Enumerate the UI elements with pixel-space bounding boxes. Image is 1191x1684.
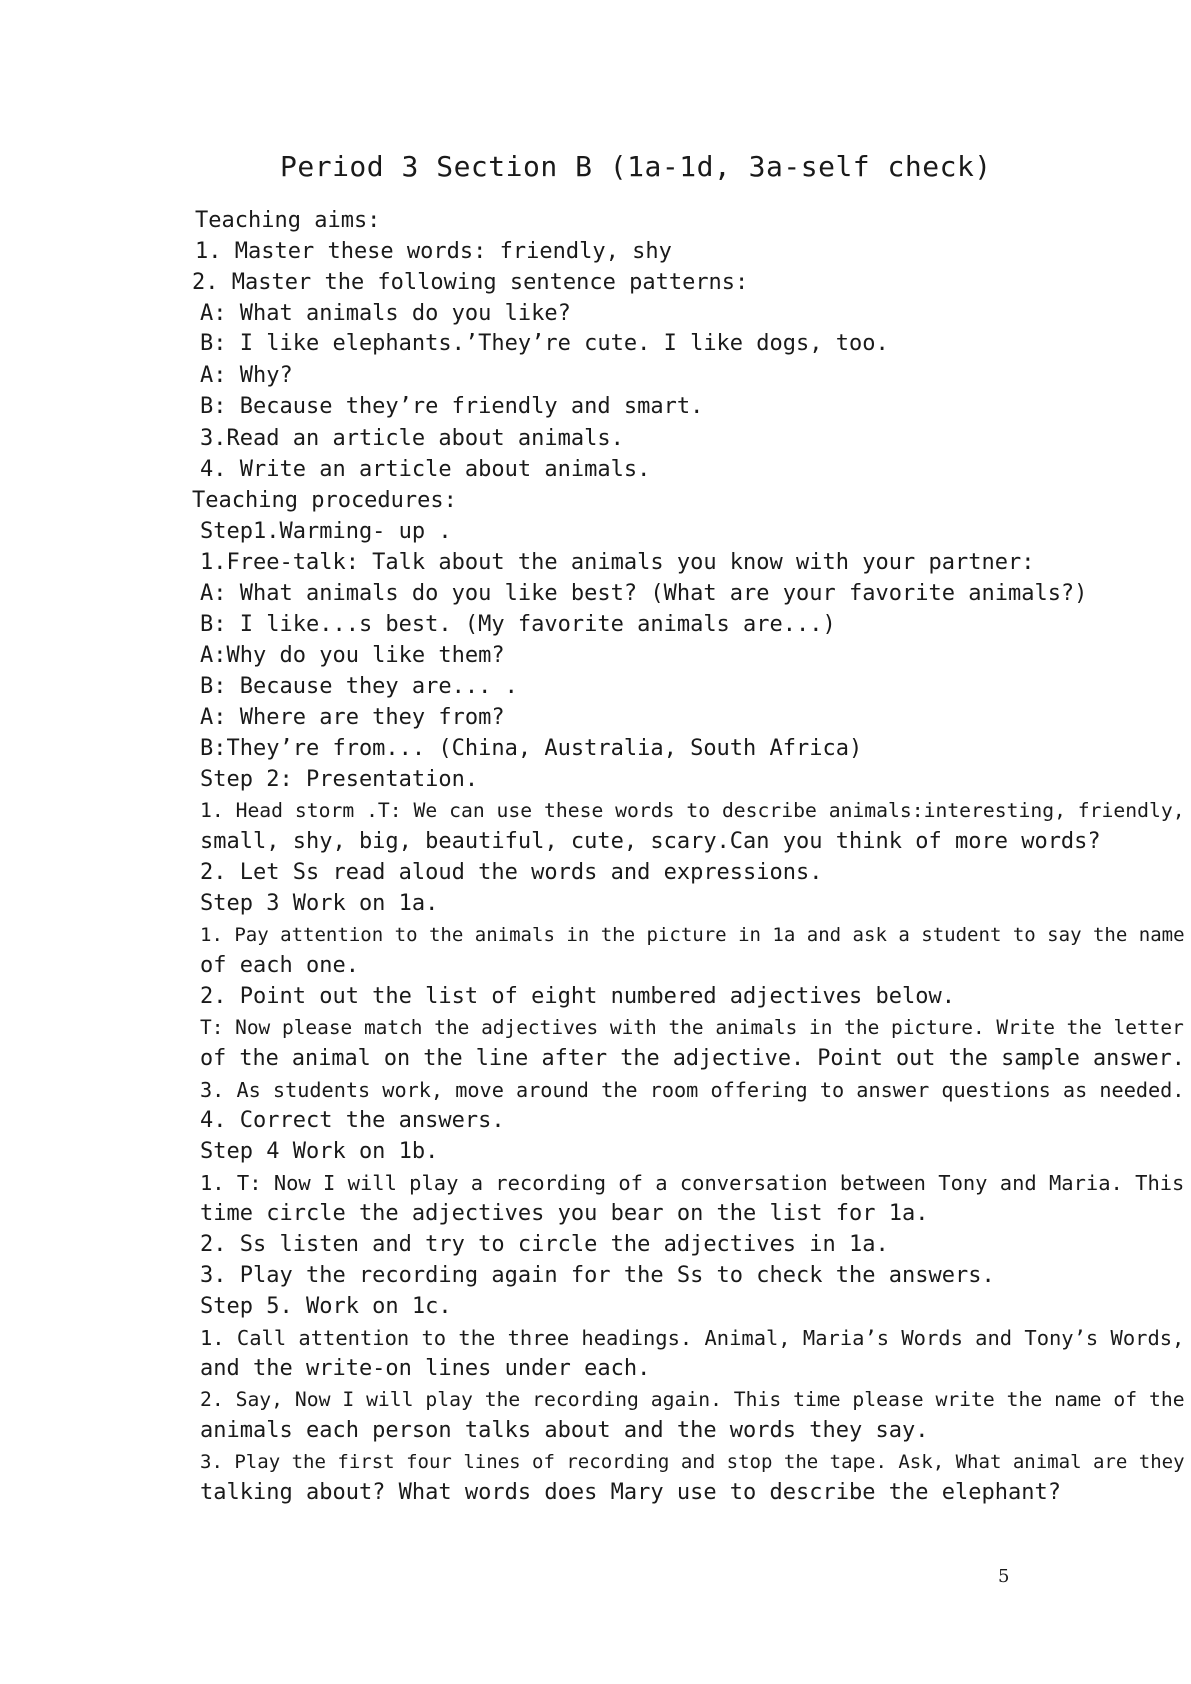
text-line: A:Why do you like them? bbox=[200, 643, 505, 668]
text-line: B: I like...s best. (My favorite animals are...) bbox=[200, 612, 836, 637]
text-line: of the animal on the line after the adjective. Point out the sample answer. bbox=[200, 1046, 1185, 1071]
text-line: 4. Write an article about animals. bbox=[200, 457, 651, 482]
text-line: 2. Point out the list of eight numbered adjectives below. bbox=[200, 984, 955, 1009]
text-line: A: What animals do you like best? (What are your favorite animals?) bbox=[200, 581, 1088, 606]
text-line: Step 2: Presentation. bbox=[200, 767, 479, 792]
text-line: 3.Read an article about animals. bbox=[200, 426, 624, 451]
text-line: 1. T: Now I will play a recording of a conversation between Tony and Maria. This bbox=[200, 1171, 1185, 1195]
text-line: Step1.Warming- up . bbox=[200, 519, 452, 544]
text-line: 1. Call attention to the three headings. Animal, Maria’s Words and Tony’s Words, bbox=[200, 1326, 1185, 1350]
text-line: B: Because they are... . bbox=[200, 674, 518, 699]
text-line: T: Now please match the adjectives with the animals in the picture. Write the letter bbox=[200, 1016, 1184, 1039]
text-line: B: I like elephants.’They’re cute. I like dogs, too. bbox=[200, 331, 889, 356]
text-line: 2. Let Ss read aloud the words and expressions. bbox=[200, 860, 823, 885]
text-line: 2. Say, Now I will play the recording again. This time please write the name of the bbox=[200, 1388, 1185, 1411]
text-line: and the write-on lines under each. bbox=[200, 1356, 651, 1381]
text-line: 2. Ss listen and try to circle the adjectives in 1a. bbox=[200, 1232, 889, 1257]
text-line: A: What animals do you like? bbox=[200, 301, 571, 326]
text-line: A: Why? bbox=[200, 363, 293, 388]
text-line: 3. As students work, move around the room offering to answer questions as needed. bbox=[200, 1078, 1185, 1102]
text-line: 3. Play the first four lines of recording and stop the tape. Ask, What animal are they bbox=[200, 1451, 1185, 1473]
text-line: Step 4 Work on 1b. bbox=[200, 1139, 439, 1164]
text-line: Step 3 Work on 1a. bbox=[200, 891, 439, 916]
text-line: 1. Head storm .T: We can use these words to describe animals:interesting, friendly, bbox=[200, 799, 1185, 822]
text-line: B: Because they’re friendly and smart. bbox=[200, 394, 704, 419]
text-line: B:They’re from... (China, Australia, South Africa) bbox=[200, 736, 863, 761]
text-line: 1. Pay attention to the animals in the picture in 1a and ask a student to say the name bbox=[200, 924, 1185, 946]
text-line: time circle the adjectives you bear on the list for 1a. bbox=[200, 1201, 929, 1226]
document-title: Period 3 Section B (1a-1d, 3a-self check) bbox=[280, 150, 992, 183]
text-line: of each one. bbox=[200, 953, 359, 978]
text-line: small, shy, big, beautiful, cute, scary.Can you think of more words? bbox=[200, 829, 1101, 854]
text-line: 1.Free-talk: Talk about the animals you know with your partner: bbox=[200, 550, 1035, 575]
text-line: talking about? What words does Mary use to describe the elephant? bbox=[200, 1480, 1061, 1505]
text-line: 2. Master the following sentence patterns: bbox=[192, 270, 749, 295]
text-line: Teaching aims: bbox=[195, 208, 381, 233]
page-number: 5 bbox=[998, 1566, 1010, 1587]
text-line: Step 5. Work on 1c. bbox=[200, 1294, 452, 1319]
text-line: 1. Master these words: friendly, shy bbox=[195, 239, 672, 264]
text-line: animals each person talks about and the words they say. bbox=[200, 1418, 929, 1443]
text-line: A: Where are they from? bbox=[200, 705, 505, 730]
text-line: 3. Play the recording again for the Ss to check the answers. bbox=[200, 1263, 995, 1288]
text-line: Teaching procedures: bbox=[192, 488, 457, 513]
text-line: 4. Correct the answers. bbox=[200, 1108, 505, 1133]
